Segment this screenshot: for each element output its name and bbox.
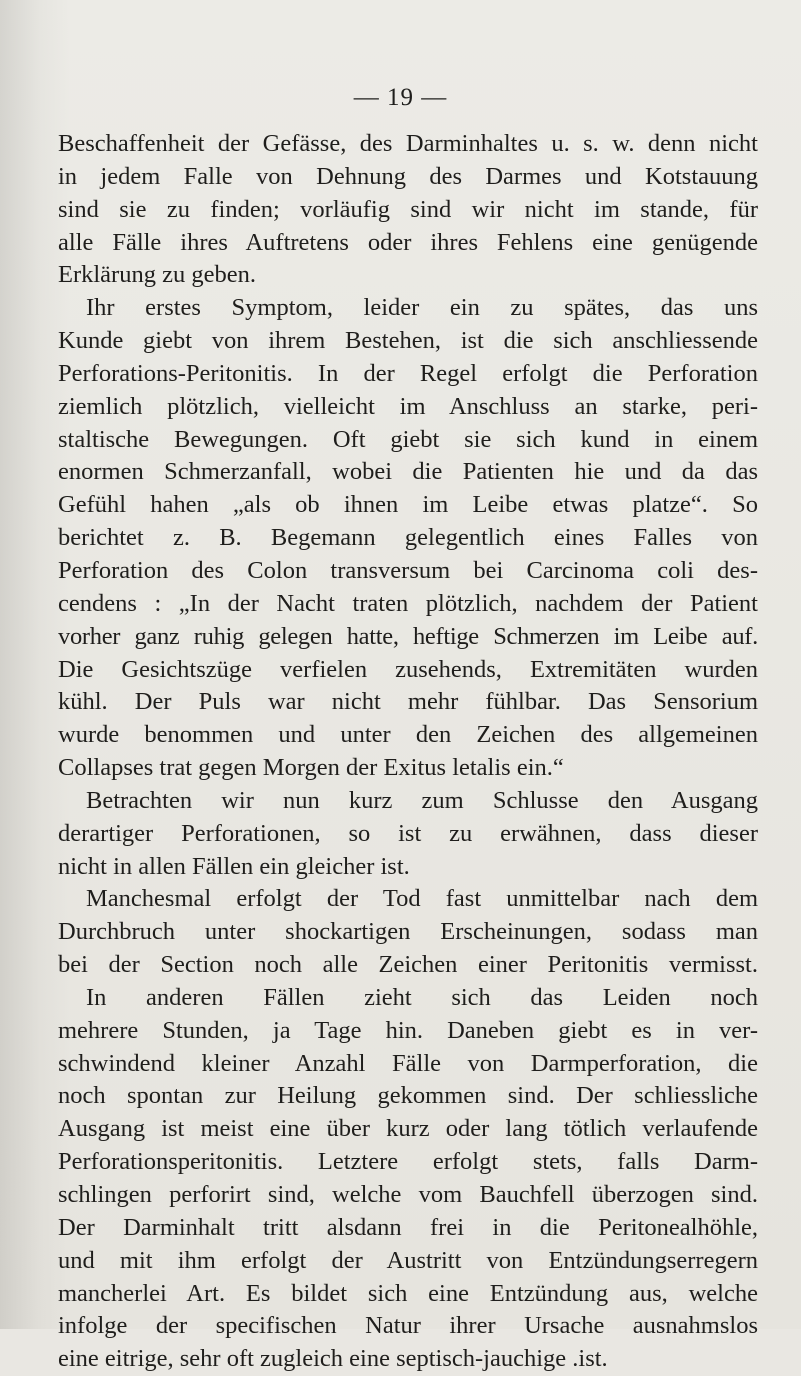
text-line: derartiger Perforationen, so ist zu erwähnen, dass dieser — [58, 819, 758, 847]
paragraph — [58, 883, 758, 1376]
text-line: berichtet z. B. Begemann gelegentlich eines Falles von — [58, 524, 758, 552]
text-line: sind sie zu finden; vorläufig sind wir nicht im stande, für — [58, 195, 758, 223]
text-line: Durchbruch unter shockartigen Erscheinungen, sodass man — [58, 918, 758, 946]
text-line: cendens : „In der Nacht traten plötzlich, nachdem der Patient — [58, 589, 758, 617]
text-line: Perforation des Colon transversum bei Carcinoma coli des- — [58, 556, 758, 584]
text-line: Gefühl hahen „als ob ihnen im Leibe etwas platze“. So — [58, 491, 758, 519]
text-line: Manchesmal erfolgt der Tod fast unmittelbar nach dem — [86, 885, 758, 913]
text-line: Perforations-Peritonitis. In der Regel erfolgt die Perforation — [58, 359, 758, 387]
text-line: ziemlich plötzlich, vielleicht im Anschluss an starke, peri- — [58, 392, 758, 420]
text-line: Beschaffenheit der Gefässe, des Darminhaltes u. s. w. denn nicht — [58, 130, 758, 157]
text-line: mancherlei Art. Es bildet sich eine Entzündung aus, welche — [58, 1279, 758, 1307]
text-line: schwindend kleiner Anzahl Fälle von Darmperforation, die — [58, 1049, 758, 1077]
text-line: eine eitrige, sehr oft zugleich eine septisch-jauchige .ist. — [58, 1345, 608, 1373]
text-line: schlingen perforirt sind, welche vom Bauchfell überzogen sind. — [58, 1181, 758, 1208]
text-line: kühl. Der Puls war nicht mehr fühlbar. Das Sensorium — [58, 688, 758, 716]
text-line: Ausgang ist meist eine über kurz oder lang tötlich verlaufende — [58, 1115, 758, 1143]
text-line: Kunde giebt von ihrem Bestehen, ist die sich anschliessende — [58, 327, 758, 355]
body-text — [58, 128, 758, 1376]
text-line: Erklärung zu geben. — [58, 261, 256, 289]
text-line: wurde benommen und unter den Zeichen des allgemeinen — [58, 721, 758, 749]
text-line: infolge der specifischen Natur ihrer Ursache ausnahmslos — [58, 1312, 758, 1340]
text-line: alle Fälle ihres Auftretens oder ihres Fehlens eine genügende — [58, 228, 758, 256]
text-line: mehrere Stunden, ja Tage hin. Daneben giebt es in ver- — [58, 1016, 758, 1044]
text-line: Collapses trat gegen Morgen der Exitus letalis ein.“ — [58, 754, 564, 782]
text-line: noch spontan zur Heilung gekommen sind. Der schliessliche — [58, 1082, 758, 1110]
paragraph — [58, 128, 758, 292]
text-line: vorher ganz ruhig gelegen hatte, heftige Schmerzen im Leibe auf. — [58, 622, 758, 650]
page-number: — 19 — — [353, 84, 448, 111]
text-line: Perforationsperitonitis. Letztere erfolgt stets, falls Darm- — [58, 1148, 758, 1176]
text-line: und mit ihm erfolgt der Austritt von Entzündungserregern — [58, 1246, 758, 1274]
text-line: in jedem Falle von Dehnung des Darmes und Kotstauung — [58, 162, 758, 190]
text-line: In anderen Fällen zieht sich das Leiden noch — [86, 983, 758, 1011]
text-line: Die Gesichtszüge verfielen zusehends, Extremitäten wurden — [58, 655, 758, 683]
paragraph — [58, 292, 758, 785]
text-line: Der Darminhalt tritt alsdann frei in die Peritonealhöhle, — [58, 1213, 758, 1241]
text-line: Betrachten wir nun kurz zum Schlusse den Ausgang — [86, 786, 758, 814]
text-line: nicht in allen Fällen ein gleicher ist. — [58, 852, 410, 880]
paragraph — [58, 785, 758, 884]
text-line: enormen Schmerzanfall, wobei die Patienten hie und da das — [58, 458, 758, 486]
text-line: staltische Bewegungen. Oft giebt sie sich kund in einem — [58, 425, 758, 453]
text-line: Ihr erstes Symptom, leider ein zu spätes, das uns — [86, 294, 758, 322]
text-line: bei der Section noch alle Zeichen einer Peritonitis vermisst. — [58, 951, 758, 979]
